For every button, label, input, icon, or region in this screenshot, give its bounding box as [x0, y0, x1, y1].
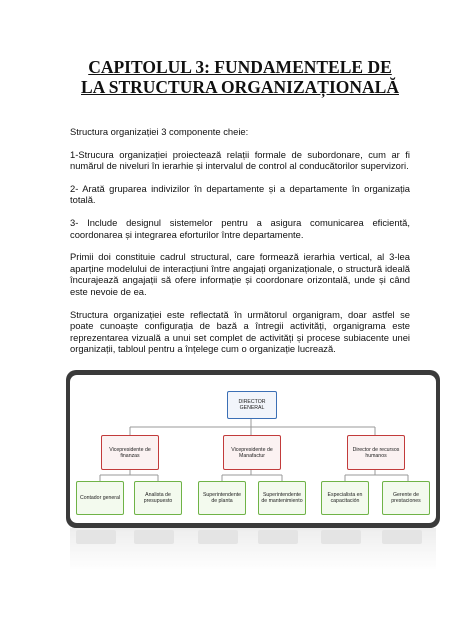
org-node-superintendente-mantenimiento: Superintendente de mantenimiento [258, 481, 306, 515]
org-node-director-general: DIRECTOR GENERAL [227, 391, 277, 419]
org-chart-reflection [70, 528, 436, 570]
org-node-superintendente-planta: Superintendente de planta [198, 481, 246, 515]
title-line-1: CAPITOLUL 3: FUNDAMENTELE DE [88, 57, 392, 77]
org-node-contador-general: Contador general [76, 481, 124, 515]
org-node-vp-finance: Vicepresidente de finanzas [101, 435, 159, 470]
paragraph-structural-frame: Primii doi constituie cadrul structural, care formează ierarhia vertical, al 3-lea aparține modelului de interacțiuni între angajați organizaționale, o structură ideală încurajează angajații să ofere informație și coordonare orizontală, unde și când este nevoie de ea. [70, 251, 410, 297]
paragraph-component-1: 1-Strucura organizației proiectează relații formale de subordonare, cum ar fi numărul de niveluri în ierarhie și intervalul de control al conducătorilor supervizori. [70, 148, 410, 172]
paragraph-intro: Structura organizației 3 componente cheie: [70, 126, 249, 137]
org-node-vp-manufacture: Vicepresidente de Manafactur [223, 435, 281, 470]
body-text [70, 126, 410, 366]
org-node-hr-director: Director de recursos humanos [347, 435, 405, 470]
page-title [60, 57, 420, 97]
paragraph-component-2: 2- Arată gruparea indivizilor în departamente și a departamente în organizația totală. [70, 182, 410, 206]
org-chart [70, 375, 436, 523]
paragraph-org-chart-intro: Structura organizației este reflectată în următorul organigram, doar astfel se poate cunoaște configurația de bază a întregii activități, organigrama este reprezentarea vizuală a unui set complet de activități și procese subiacente unei organizații, tabloul pentru a înțelege cum o organizație lucrează. [70, 308, 410, 355]
org-node-especialista-capacitacion: Especialista en capacitación [321, 481, 369, 515]
title-line-2: LA STRUCTURA ORGANIZAȚIONALĂ [81, 77, 399, 97]
paragraph-component-3: 3- Include designul sistemelor pentru a asigura comunicarea eficientă, coordonarea și integrarea eforturilor între departamente. [70, 216, 410, 240]
org-node-gerente-prestaciones: Gerente de prestaciones [382, 481, 430, 515]
org-node-analista-presupuesto: Analista de presupuesto [134, 481, 182, 515]
